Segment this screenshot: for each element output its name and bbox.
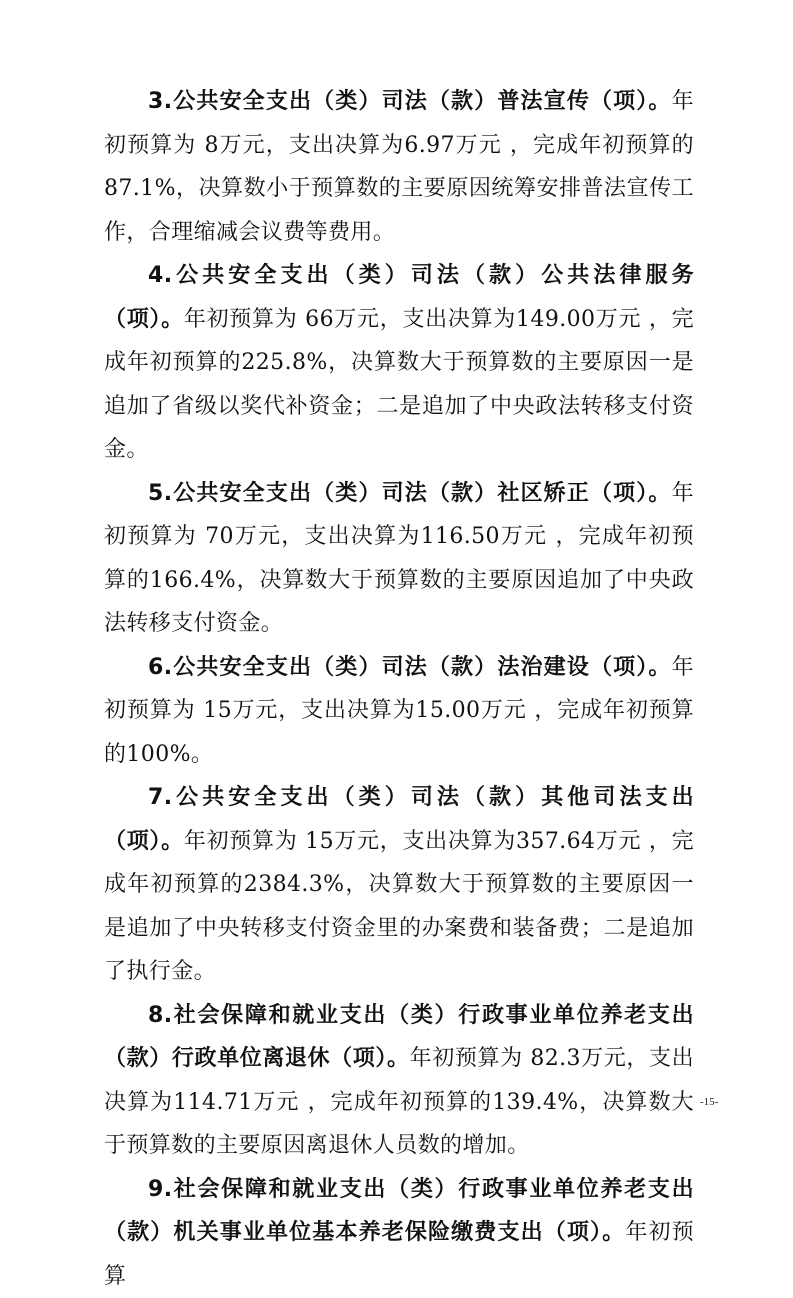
paragraph-text: 年初预算为 82.3万元，支出决算为114.71万元 ，完成年初预算的139.4%，决算数大于预算数的主要原因离退休人员数的增加。: [104, 1046, 694, 1158]
paragraph-heading: 4.公共安全支出（类）司法（款）公共法律服务（项）。: [104, 263, 694, 332]
paragraph-text: 年初预算: [104, 1220, 694, 1289]
paragraph-item-4: [104, 254, 694, 472]
page-number: -15-: [700, 1096, 718, 1108]
paragraph-text: 年初预算为 8万元，支出决算为6.97万元 ，完成年初预算的87.1%，决算数小于预算数的主要原因统筹安排普法宣传工作，合理缩减会议费等费用。: [104, 89, 694, 245]
paragraph-item-6: [104, 646, 694, 777]
paragraph-heading: 8.社会保障和就业支出（类）行政事业单位养老支出（款）行政单位离退休（项）。: [104, 1003, 694, 1072]
paragraph-heading: 3.公共安全支出（类）司法（款）普法宣传（项）。: [148, 89, 672, 114]
paragraph-item-3: [104, 80, 694, 254]
paragraph-item-7: [104, 776, 694, 994]
paragraph-text: 年初预算为 15万元，支出决算为357.64万元 ，完成年初预算的2384.3%，决算数大于预算数的主要原因一是追加了中央转移支付资金里的办案费和装备费；二是追加了执行金。: [104, 829, 694, 985]
paragraph-text: 年初预算为 66万元，支出决算为149.00万元 ，完成年初预算的225.8%，决算数大于预算数的主要原因一是追加了省级以奖代补资金；二是追加了中央政法转移支付资金。: [104, 307, 694, 463]
paragraph-item-9: [104, 1168, 694, 1298]
paragraph-text: 年初预算为 15万元，支出决算为15.00万元 ，完成年初预算的100%。: [104, 655, 694, 767]
paragraph-heading: 9.社会保障和就业支出（类）行政事业单位养老支出（款）机关事业单位基本养老保险缴费支出（项）。: [104, 1177, 694, 1246]
paragraph-item-8: [104, 994, 694, 1168]
paragraph-heading: 6.公共安全支出（类）司法（款）法治建设（项）。: [148, 655, 672, 680]
document-body: [104, 80, 694, 1298]
paragraph-heading: 7.公共安全支出（类）司法（款）其他司法支出（项）。: [104, 785, 694, 854]
paragraph-text: 年初预算为 70万元，支出决算为116.50万元 ，完成年初预算的166.4%，决算数大于预算数的主要原因追加了中央政法转移支付资金。: [104, 481, 694, 637]
paragraph-heading: 5.公共安全支出（类）司法（款）社区矫正（项）。: [148, 481, 672, 506]
paragraph-item-5: [104, 472, 694, 646]
